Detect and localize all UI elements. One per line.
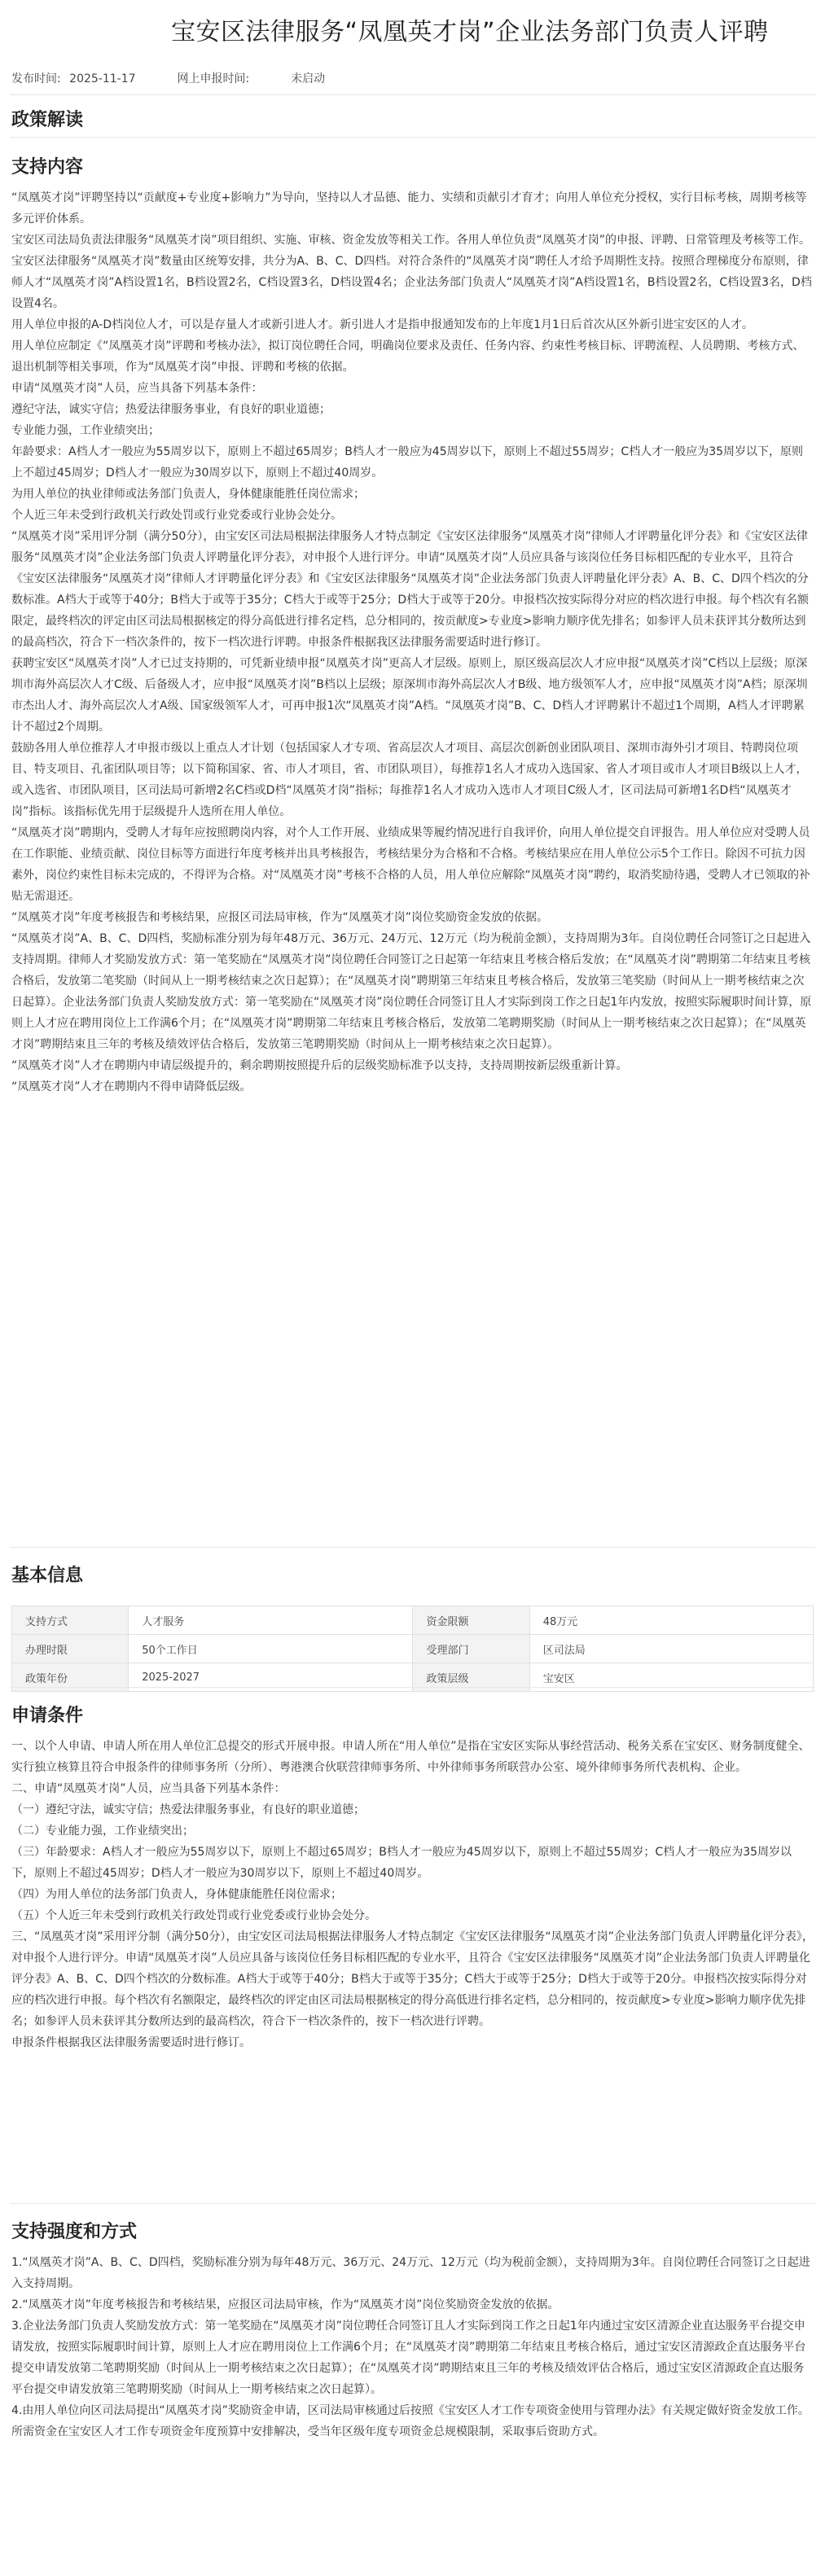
info-key: 政策年份 [12, 1663, 129, 1692]
policy-paragraph: “凤凰英才岗”采用评分制（满分50分），由宝安区司法局根据法律服务人才特点制定《宝安区法律服务“凤凰英才岗”律师人才评聘量化评分表》和《宝安区法律服务“凤凰英才岗”企业法务部门负责人评聘量化评分表》，对申报个人进行评分。申请“凤凰英才岗”人员应具备与该岗位任务目标相匹配的专业水平，且符合《宝安区法律服务“凤凰英才岗”律师人才评聘量化评分表》和《宝安区法律服务“凤凰英才岗”企业法务部门负责人评聘量化评分表》A、B、C、D四个档次的分数标准。A档大于或等于40分；B档大于或等于35分；C档大于或等于25分；D档大于或等于20分。申报档次按实际得分对应的档次进行申报。每个档次有名额限定，最终档次的评定由区司法局根据核定的得分高低进行排名定档，总分相同的，按贡献度>专业度>影响力顺序优先排名；如参评人员未获评其分数所达到的最高档次，符合下一档次条件的，按下一档次进行评聘。申报条件根据我区法律服务需要适时进行修订。 [11, 530, 809, 649]
info-value: 人才服务 [129, 1606, 413, 1635]
condition-paragraph: （二）专业能力强，工作业绩突出； [11, 1825, 194, 1838]
divider [10, 1687, 815, 1688]
policy-paragraph: “凤凰英才岗”人才在聘期内申请层级提升的，剩余聘期按照提升后的层级奖励标准予以支持，支持周期按新层级重新计算。 [11, 1059, 628, 1072]
info-value: 48万元 [529, 1606, 813, 1635]
policy-paragraph: 用人单位应制定《“凤凰英才岗”评聘和考核办法》，拟订岗位聘任合同，明确岗位要求及责任、任务内容、约束性考核目标、评聘流程、人员聘期、考核方式、退出机制等相关事项，作为“凤凰英才岗”申报、评聘和考核的依据。 [11, 340, 805, 374]
policy-paragraph: “凤凰英才岗”A、B、C、D四档，奖励标准分别为每年48万元、36万元、24万元、12万元（均为税前金额），支持周期为3年。自岗位聘任合同签订之日起进入支持周期。律师人才奖励发放方式：第一笔奖励在“凤凰英才岗”岗位聘任合同签订之日起第一年结束且考核合格后发放；在“凤凰英才岗”聘期第二年结束且考核合格后，发放第二笔奖励（时间从上一期考核结束之次日起算）；在“凤凰英才岗”聘期第三年结束且考核合格后，发放第三笔奖励（时间从上一期考核结束之次日起算）。企业法务部门负责人奖励发放方式：第一笔奖励在“凤凰英才岗”岗位聘任合同签订且人才实际到岗工作之日起1年内发放，按照实际履职时间计算，原则上人才应在聘用岗位上工作满6个月；在“凤凰英才岗”聘期第二年结束且考核合格后，发放第二笔聘期奖励（时间从上一期考核结束之次日起算）；在“凤凰英才岗”聘期结束且三年的考核及绩效评估合格后，发放第三笔聘期奖励（时间从上一期考核结束之次日起算）。 [11, 932, 812, 1051]
divider [10, 137, 815, 138]
condition-paragraph: 三、“凤凰英才岗”采用评分制（满分50分），由宝安区司法局根据法律服务人才特点制定《宝安区法律服务“凤凰英才岗”企业法务部门负责人评聘量化评分表》，对申报个人进行评分。申请“凤凰英才岗”人员应具备与该岗位任务目标相匹配的专业水平，且符合《宝安区法律服务“凤凰英才岗”企业法务部门负责人评聘量化评分表》A、B、C、D四个档次的分数标准。A档大于或等于40分；B档大于或等于35分；C档大于或等于25分；D档大于或等于20分。申报档次按实际得分对应的档次进行申报。每个档次有名额限定，最终档次的评定由区司法局根据核定的得分高低进行排名定档，总分相同的，按贡献度>专业度>影响力顺序优先排名；如参评人员未获评其分数所达到的最高档次，符合下一档次条件的，按下一档次进行评聘。 [11, 1930, 814, 2028]
meta-bar [11, 70, 330, 86]
policy-paragraph: 遵纪守法，诚实守信；热爱法律服务事业，有良好的职业道德； [11, 403, 331, 416]
publish-label: 发布时间: [11, 72, 61, 85]
policy-paragraph: 年龄要求：A档人才一般应为55周岁以下，原则上不超过65周岁；B档人才一般应为45周岁以下，原则上不超过55周岁；C档人才一般应为35周岁以下，原则上不超过45周岁；D档人才一般应为30周岁以下，原则上不超过40周岁。 [11, 445, 804, 480]
policy-paragraph: “凤凰英才岗”人才在聘期内不得申请降低层级。 [11, 1080, 252, 1093]
policy-paragraph: 个人近三年未受到行政机关行政处罚或行业党委或行业协会处分。 [11, 509, 342, 522]
policy-paragraph: 申请“凤凰英才岗”人员，应当具备下列基本条件： [11, 382, 263, 395]
policy-paragraph: 宝安区法律服务“凤凰英才岗”数量由区统筹安排，共分为A、B、C、D四档。对符合条件的“凤凰英才岗”聘任人才给予周期性支持。按照合理梯度分布原则，律师人才“凤凰英才岗”A档设置1名，B档设置2名，C档设置3名，D档设置4名；企业法务部门负责人“凤凰英才岗”A档设置1名，B档设置2名，C档设置3名，D档设置4名。 [11, 255, 812, 310]
condition-paragraph: （四）为用人单位的法务部门负责人，身体健康能胜任岗位需求； [11, 1888, 342, 1901]
divider [10, 94, 815, 95]
condition-paragraph: （三）年龄要求：A档人才一般应为55周岁以下，原则上不超过65周岁；B档人才一般应为45周岁以下，原则上不超过55周岁；C档人才一般应为35周岁以下，原则上不超过45周岁；D档人才一般应为30周岁以下，原则上不超过40周岁。 [11, 1846, 792, 1880]
info-value: 2025-2027 [129, 1663, 413, 1692]
policy-paragraph: 宝安区司法局负责法律服务“凤凰英才岗”项目组织、实施、审核、资金发放等相关工作。各用人单位负责“凤凰英才岗”的申报、评聘、日常管理及考核等工作。 [11, 234, 811, 247]
policy-paragraph: 获聘宝安区“凤凰英才岗”人才已过支持期的，可凭新业绩申报“凤凰英才岗”更高人才层级。原则上，原区级高层次人才应申报“凤凰英才岗”C档以上层级；原深圳市海外高层次人才C级、后备级人才，应申报“凤凰英才岗”B档以上层级；原深圳市海外高层次人才B级、地方级领军人才，应申报“凤凰英才岗”A档；原深圳市杰出人才、海外高层次人才A级、国家级领军人才，可再申报1次“凤凰英才岗”A档。“凤凰英才岗”B、C、D档人才评聘累计不超过1个周期，A档人才评聘累计不超过2个周期。 [11, 657, 808, 734]
basic-info-table [11, 1606, 814, 1692]
support-body [11, 2252, 814, 2442]
policy-paragraph: “凤凰英才岗”评聘坚持以“贡献度+专业度+影响力”为导向，坚持以人才品德、能力、实绩和贡献引才育才；向用人单位充分授权，实行目标考核，周期考核等多元评价体系。 [11, 191, 807, 226]
policy-heading: 政策解读 [11, 110, 84, 130]
condition-paragraph: 申报条件根据我区法律服务需要适时进行修订。 [11, 2036, 251, 2049]
support-content-heading: 支持内容 [11, 157, 84, 177]
policy-paragraph: “凤凰英才岗”聘期内，受聘人才每年应按照聘岗内容，对个人工作开展、业绩成果等履约情况进行自我评价，向用人单位提交自评报告。用人单位应对受聘人员在工作职能、业绩贡献、岗位目标等方面进行年度考核并出具考核报告，考核结果分为合格和不合格。考核结果应在用人单位公示5个工作日。除因不可抗力因素外，岗位约束性目标未完成的，不得评为合格。对“凤凰英才岗”考核不合格的人员，用人单位应解除“凤凰英才岗”聘约，取消奖励待遇，受聘人才已领取的补贴无需退还。 [11, 826, 811, 903]
basic-info-heading: 基本信息 [11, 1566, 84, 1586]
condition-paragraph: （一）遵纪守法，诚实守信；热爱法律服务事业，有良好的职业道德； [11, 1803, 365, 1816]
condition-paragraph: 一、以个人申请、申请人所在用人单位汇总提交的形式开展申报。申请人所在“用人单位”是指在宝安区实际从事经营活动、税务关系在宝安区、财务制度健全、实行独立核算且符合申报条件的律师事务所（分所）、粤港澳合伙联营律师事务所、中外律师事务所联营办公室、境外律师事务所代表机构、企业。 [11, 1740, 810, 1774]
info-value: 宝安区 [529, 1663, 813, 1692]
policy-paragraph: 鼓励各用人单位推荐人才申报市级以上重点人才计划（包括国家人才专项、省高层次人才项目、高层次创新创业团队项目、深圳市海外引才项目、特聘岗位项目、特支项目、孔雀团队项目等；以下简称国家、省、市人才项目，省、市团队项目），每推荐1名人才成功入选国家、省人才项目或市人才项目B级以上人才，或入选省、市团队项目，区司法局可新增2名C档或D档“凤凰英才岗”指标；每推荐1名人才成功入选市人才项目C级人才，区司法局可新增1名D档“凤凰英才岗”指标。该指标优先用于层级提升人选所在用人单位。 [11, 742, 808, 818]
policy-paragraph: 专业能力强，工作业绩突出； [11, 424, 160, 437]
info-key: 受理部门 [413, 1635, 529, 1663]
apply-status: 未启动 [291, 72, 326, 85]
conditions-body [11, 1736, 814, 2053]
info-key: 办理时限 [12, 1635, 129, 1663]
info-key: 资金限额 [413, 1606, 529, 1635]
support-paragraph: 2.“凤凰英才岗”年度考核报告和考核结果，应报区司法局审核，作为“凤凰英才岗”岗位奖励资金发放的依据。 [11, 2298, 560, 2311]
support-paragraph: 3.企业法务部门负责人奖励发放方式：第一笔奖励在“凤凰英才岗”岗位聘任合同签订且人才实际到岗工作之日起1年内通过宝安区清源企业直达服务平台提交申请发放，按照实际履职时间计算，原则上人才应在聘用岗位上工作满6个月；在“凤凰英才岗”聘期第二年结束且考核合格后，通过宝安区清源政企直达服务平台提交申请发放第二笔聘期奖励（时间从上一期考核结束之次日起算）；在“凤凰英才岗”聘期结束且三年的考核及绩效评估合格后，通过宝安区清源政企直达服务平台提交申请发放第三笔聘期奖励（时间从上一期考核结束之次日起算）。 [11, 2320, 806, 2396]
support-heading: 支持强度和方式 [11, 2222, 138, 2242]
condition-paragraph: 二、申请“凤凰英才岗”人员，应当具备下列基本条件： [11, 1782, 286, 1795]
policy-paragraph: 用人单位申报的A-D档岗位人才，可以是存量人才或新引进人才。新引进人才是指申报通知发布的上年度1月1日后首次从区外新引进宝安区的人才。 [11, 318, 753, 331]
policy-paragraph: 为用人单位的执业律师或法务部门负责人，身体健康能胜任岗位需求； [11, 488, 365, 501]
support-paragraph: 4.由用人单位向区司法局提出“凤凰英才岗”奖励资金申请，区司法局审核通过后按照《宝安区人才工作专项资金使用与管理办法》有关规定做好资金发放工作。所需资金在宝安区人才工作专项资金年度预算中安排解决，受当年区级年度专项资金总规模限制，采取事后资助方式。 [11, 2404, 810, 2438]
info-value: 区司法局 [529, 1635, 813, 1663]
info-key: 支持方式 [12, 1606, 129, 1635]
policy-body [11, 187, 814, 1097]
support-paragraph: 1.“凤凰英才岗”A、B、C、D四档，奖励标准分别为每年48万元、36万元、24万元、12万元（均为税前金额），支持周期为3年。自岗位聘任合同签订之日起进入支持周期。 [11, 2256, 810, 2290]
info-value: 50个工作日 [129, 1635, 413, 1663]
publish-date: 2025-11-17 [69, 72, 136, 85]
apply-label: 网上申报时间: [177, 72, 250, 85]
divider [10, 2203, 815, 2204]
divider [10, 1547, 815, 1548]
page-title: 宝安区法律服务“凤凰英才岗”企业法务部门负责人评聘 [171, 18, 769, 46]
conditions-heading: 申请条件 [11, 1706, 84, 1726]
info-key: 政策层级 [413, 1663, 529, 1692]
condition-paragraph: （五）个人近三年未受到行政机关行政处罚或行业党委或行业协会处分。 [11, 1909, 376, 1922]
table-row [12, 1606, 814, 1635]
policy-paragraph: “凤凰英才岗”年度考核报告和考核结果，应报区司法局审核，作为“凤凰英才岗”岗位奖励资金发放的依据。 [11, 911, 549, 924]
table-row [12, 1635, 814, 1663]
